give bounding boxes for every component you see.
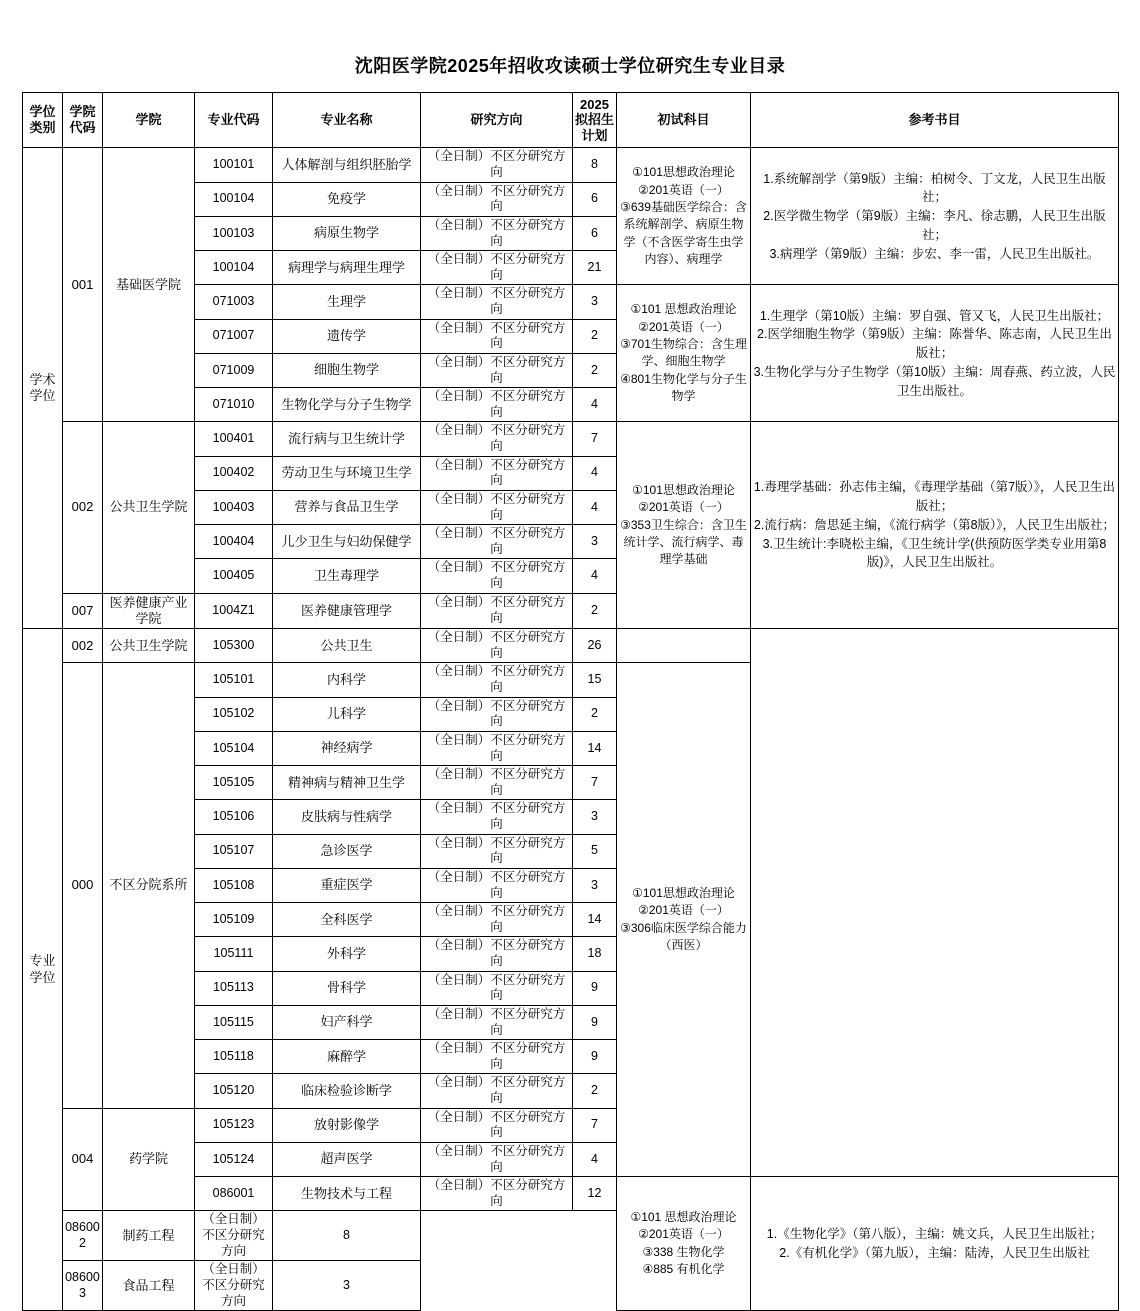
research-direction-cell: （全日制）不区分研究方向 [421,971,573,1005]
major-code-cell: 105300 [195,629,273,663]
research-direction-cell: （全日制）不区分研究方向 [421,251,573,285]
major-name-cell: 免疫学 [273,182,421,216]
major-code-cell: 100101 [195,148,273,182]
col-degree-type: 学位类别 [23,92,63,148]
major-code-cell: 071003 [195,285,273,319]
major-name-cell: 骨科学 [273,971,421,1005]
col-major-code: 专业代码 [195,92,273,148]
research-direction-cell: （全日制）不区分研究方向 [421,285,573,319]
degree-type-cell: 专业学位 [23,629,63,1311]
col-exam-subjects: 初试科目 [617,92,751,148]
research-direction-cell: （全日制）不区分研究方向 [421,1142,573,1176]
planned-enrollment-cell: 4 [573,456,617,490]
major-code-cell: 105115 [195,1005,273,1039]
research-direction-cell: （全日制）不区分研究方向 [421,1040,573,1074]
planned-enrollment-cell: 6 [573,182,617,216]
major-code-cell: 086003 [63,1261,103,1311]
planned-enrollment-cell: 4 [573,388,617,422]
major-name-cell: 生理学 [273,285,421,319]
planned-enrollment-cell: 2 [573,697,617,731]
major-code-cell: 1004Z1 [195,593,273,629]
research-direction-cell: （全日制）不区分研究方向 [421,422,573,456]
planned-enrollment-cell: 14 [573,731,617,765]
research-direction-cell: （全日制）不区分研究方向 [421,1074,573,1108]
major-name-cell: 制药工程 [103,1211,195,1261]
major-name-cell: 食品工程 [103,1261,195,1311]
major-code-cell: 071007 [195,319,273,353]
college-name-cell: 公共卫生学院 [103,422,195,593]
research-direction-cell: （全日制）不区分研究方向 [421,559,573,593]
major-name-cell: 精神病与精神卫生学 [273,766,421,800]
major-name-cell: 急诊医学 [273,834,421,868]
major-name-cell: 生物技术与工程 [273,1177,421,1211]
planned-enrollment-cell: 2 [573,1074,617,1108]
planned-enrollment-cell: 7 [573,1108,617,1142]
major-name-cell: 病理学与病理生理学 [273,251,421,285]
major-name-cell: 重症医学 [273,868,421,902]
major-code-cell: 100104 [195,251,273,285]
reference-books-cell: 1.《生物化学》（第八版），主编：姚文兵，人民卫生出版社； 2.《有机化学》（第九版），主编：陆涛，人民卫生出版社 [751,1177,1119,1311]
research-direction-cell: （全日制）不区分研究方向 [421,353,573,387]
major-name-cell: 妇产科学 [273,1005,421,1039]
major-code-cell: 105109 [195,903,273,937]
research-direction-cell: （全日制）不区分研究方向 [421,663,573,697]
table-body [23,148,1119,1311]
planned-enrollment-cell: 3 [573,800,617,834]
major-name-cell: 神经病学 [273,731,421,765]
col-major-name: 专业名称 [273,92,421,148]
research-direction-cell: （全日制）不区分研究方向 [421,937,573,971]
major-code-cell: 105105 [195,766,273,800]
major-code-cell: 105111 [195,937,273,971]
planned-enrollment-cell: 8 [273,1211,421,1261]
table-header [23,92,1119,148]
planned-enrollment-cell: 26 [573,629,617,663]
major-name-cell: 儿科学 [273,697,421,731]
header-row [23,92,1119,148]
planned-enrollment-cell: 2 [573,353,617,387]
table-row [23,422,1119,456]
planned-enrollment-cell: 4 [573,559,617,593]
col-research-direction: 研究方向 [421,92,573,148]
major-name-cell: 麻醉学 [273,1040,421,1074]
col-college-code: 学院代码 [63,92,103,148]
exam-subjects-cell: ①101思想政治理论 ②201英语（一） ③306临床医学综合能力（西医） [617,663,751,1177]
page-title: 沈阳医学院2025年招收攻读硕士学位研究生专业目录 [354,56,786,76]
college-name-cell: 医养健康产业学院 [103,593,195,629]
exam-subjects-cell: ①101 思想政治理论 ②201英语（一） ③701生物综合：含生理学、细胞生物学 ④801生物化学与分子生物学 [617,285,751,422]
degree-type-cell: 学术学位 [23,148,63,629]
major-name-cell: 医养健康管理学 [273,593,421,629]
major-name-cell: 皮肤病与性病学 [273,800,421,834]
planned-enrollment-cell: 4 [573,490,617,524]
planned-enrollment-cell: 14 [573,903,617,937]
major-code-cell: 105124 [195,1142,273,1176]
planned-enrollment-cell: 3 [273,1261,421,1311]
research-direction-cell: （全日制）不区分研究方向 [421,731,573,765]
major-name-cell: 劳动卫生与环境卫生学 [273,456,421,490]
research-direction-cell: （全日制）不区分研究方向 [421,490,573,524]
major-name-cell: 儿少卫生与妇幼保健学 [273,525,421,559]
research-direction-cell: （全日制）不区分研究方向 [421,800,573,834]
research-direction-cell: （全日制）不区分研究方向 [421,525,573,559]
major-name-cell: 流行病与卫生统计学 [273,422,421,456]
research-direction-cell: （全日制）不区分研究方向 [421,1005,573,1039]
major-name-cell: 临床检验诊断学 [273,1074,421,1108]
research-direction-cell: （全日制）不区分研究方向 [421,903,573,937]
research-direction-cell: （全日制）不区分研究方向 [421,697,573,731]
planned-enrollment-cell: 3 [573,868,617,902]
college-name-cell: 药学院 [103,1108,195,1211]
planned-enrollment-cell: 12 [573,1177,617,1211]
planned-enrollment-cell: 2 [573,593,617,629]
research-direction-cell: （全日制）不区分研究方向 [421,834,573,868]
planned-enrollment-cell: 7 [573,422,617,456]
research-direction-cell: （全日制）不区分研究方向 [421,388,573,422]
col-reference-books: 参考书目 [751,92,1119,148]
exam-subjects-cell: ①101思想政治理论 ②201英语（一） ③353卫生综合：含卫生统计学、流行病学、毒理学基础 [617,422,751,629]
research-direction-cell: （全日制）不区分研究方向 [421,1108,573,1142]
reference-books-cell: 1.生理学（第10版）主编：罗自强、管又飞，人民卫生出版社； 2.医学细胞生物学（第9版）主编：陈誉华、陈志南，人民卫生出版社； 3.生物化学与分子生物学（第10版）主编：周春燕、药立波，人民卫生出版社。 [751,285,1119,422]
exam-subjects-cell: ①101 思想政治理论 ②201英语（一） ③338 生物化学 ④885 有机化学 [617,1177,751,1311]
major-code-cell: 105113 [195,971,273,1005]
table-row [23,629,1119,663]
planned-enrollment-cell: 2 [573,319,617,353]
planned-enrollment-cell: 9 [573,1005,617,1039]
major-name-cell: 遗传学 [273,319,421,353]
major-code-cell: 105108 [195,868,273,902]
major-code-cell: 105120 [195,1074,273,1108]
planned-enrollment-cell: 3 [573,525,617,559]
major-name-cell: 公共卫生 [273,629,421,663]
major-name-cell: 内科学 [273,663,421,697]
admissions-catalog-table [22,92,1119,1311]
reference-books-cell: 1.系统解剖学（第9版）主编：柏树令、丁文龙，人民卫生出版社； 2.医学微生物学（第9版）主编：李凡、徐志鹏，人民卫生出版社； 3.病理学（第9版）主编：步宏、李一雷，人民卫生出版社。 [751,148,1119,285]
research-direction-cell: （全日制）不区分研究方向 [421,182,573,216]
planned-enrollment-cell: 15 [573,663,617,697]
major-name-cell: 病原生物学 [273,216,421,250]
planned-enrollment-cell: 7 [573,766,617,800]
major-code-cell: 100401 [195,422,273,456]
exam-subjects-cell: ①101思想政治理论 ②201英语（一） ③639基础医学综合：含系统解剖学、病原生物学（不含医学寄生虫学内容）、病理学 [617,148,751,285]
major-code-cell: 071009 [195,353,273,387]
major-code-cell: 071010 [195,388,273,422]
major-name-cell: 营养与食品卫生学 [273,490,421,524]
major-code-cell: 105104 [195,731,273,765]
major-code-cell: 105107 [195,834,273,868]
reference-books-cell [751,629,1119,1177]
major-code-cell: 100104 [195,182,273,216]
major-code-cell: 086001 [195,1177,273,1211]
planned-enrollment-cell: 5 [573,834,617,868]
major-name-cell: 细胞生物学 [273,353,421,387]
college-code-cell: 007 [63,593,103,629]
major-name-cell: 人体解剖与组织胚胎学 [273,148,421,182]
research-direction-cell: （全日制）不区分研究方向 [421,319,573,353]
major-code-cell: 100405 [195,559,273,593]
college-code-cell: 000 [63,663,103,1108]
major-code-cell: 100403 [195,490,273,524]
planned-enrollment-cell: 21 [573,251,617,285]
research-direction-cell: （全日制）不区分研究方向 [421,629,573,663]
col-college: 学院 [103,92,195,148]
research-direction-cell: （全日制）不区分研究方向 [421,593,573,629]
planned-enrollment-cell: 3 [573,285,617,319]
college-code-cell: 002 [63,422,103,593]
research-direction-cell: （全日制）不区分研究方向 [195,1261,273,1311]
planned-enrollment-cell: 9 [573,971,617,1005]
planned-enrollment-cell: 9 [573,1040,617,1074]
research-direction-cell: （全日制）不区分研究方向 [421,216,573,250]
exam-subjects-cell [617,629,751,663]
research-direction-cell: （全日制）不区分研究方向 [421,456,573,490]
major-name-cell: 外科学 [273,937,421,971]
major-name-cell: 超声医学 [273,1142,421,1176]
planned-enrollment-cell: 18 [573,937,617,971]
major-code-cell: 100404 [195,525,273,559]
research-direction-cell: （全日制）不区分研究方向 [421,148,573,182]
major-code-cell: 105102 [195,697,273,731]
research-direction-cell: （全日制）不区分研究方向 [195,1211,273,1261]
major-name-cell: 放射影像学 [273,1108,421,1142]
major-code-cell: 105123 [195,1108,273,1142]
research-direction-cell: （全日制）不区分研究方向 [421,766,573,800]
college-name-cell: 不区分院系所 [103,663,195,1108]
major-name-cell: 生物化学与分子生物学 [273,388,421,422]
major-name-cell: 卫生毒理学 [273,559,421,593]
reference-books-cell: 1.毒理学基础：孙志伟主编，《毒理学基础（第7版）》，人民卫生出版社； 2.流行病：詹思延主编，《流行病学（第8版）》，人民卫生出版社； 3.卫生统计:李晓松主编，《卫生统计学(供预防医学类专业用第8版)》，人民卫生出版社。 [751,422,1119,629]
college-code-cell: 001 [63,148,103,422]
planned-enrollment-cell: 6 [573,216,617,250]
research-direction-cell: （全日制）不区分研究方向 [421,1177,573,1211]
col-planned-enrollment: 2025拟招生计划 [573,92,617,148]
major-code-cell: 100402 [195,456,273,490]
planned-enrollment-cell: 4 [573,1142,617,1176]
college-code-cell: 002 [63,629,103,663]
college-name-cell: 基础医学院 [103,148,195,422]
research-direction-cell: （全日制）不区分研究方向 [421,868,573,902]
major-code-cell: 086002 [63,1211,103,1261]
college-name-cell: 公共卫生学院 [103,629,195,663]
table-row [23,148,1119,182]
major-code-cell: 100103 [195,216,273,250]
planned-enrollment-cell: 8 [573,148,617,182]
major-code-cell: 105101 [195,663,273,697]
college-code-cell: 004 [63,1108,103,1211]
major-name-cell: 全科医学 [273,903,421,937]
major-code-cell: 105106 [195,800,273,834]
major-code-cell: 105118 [195,1040,273,1074]
